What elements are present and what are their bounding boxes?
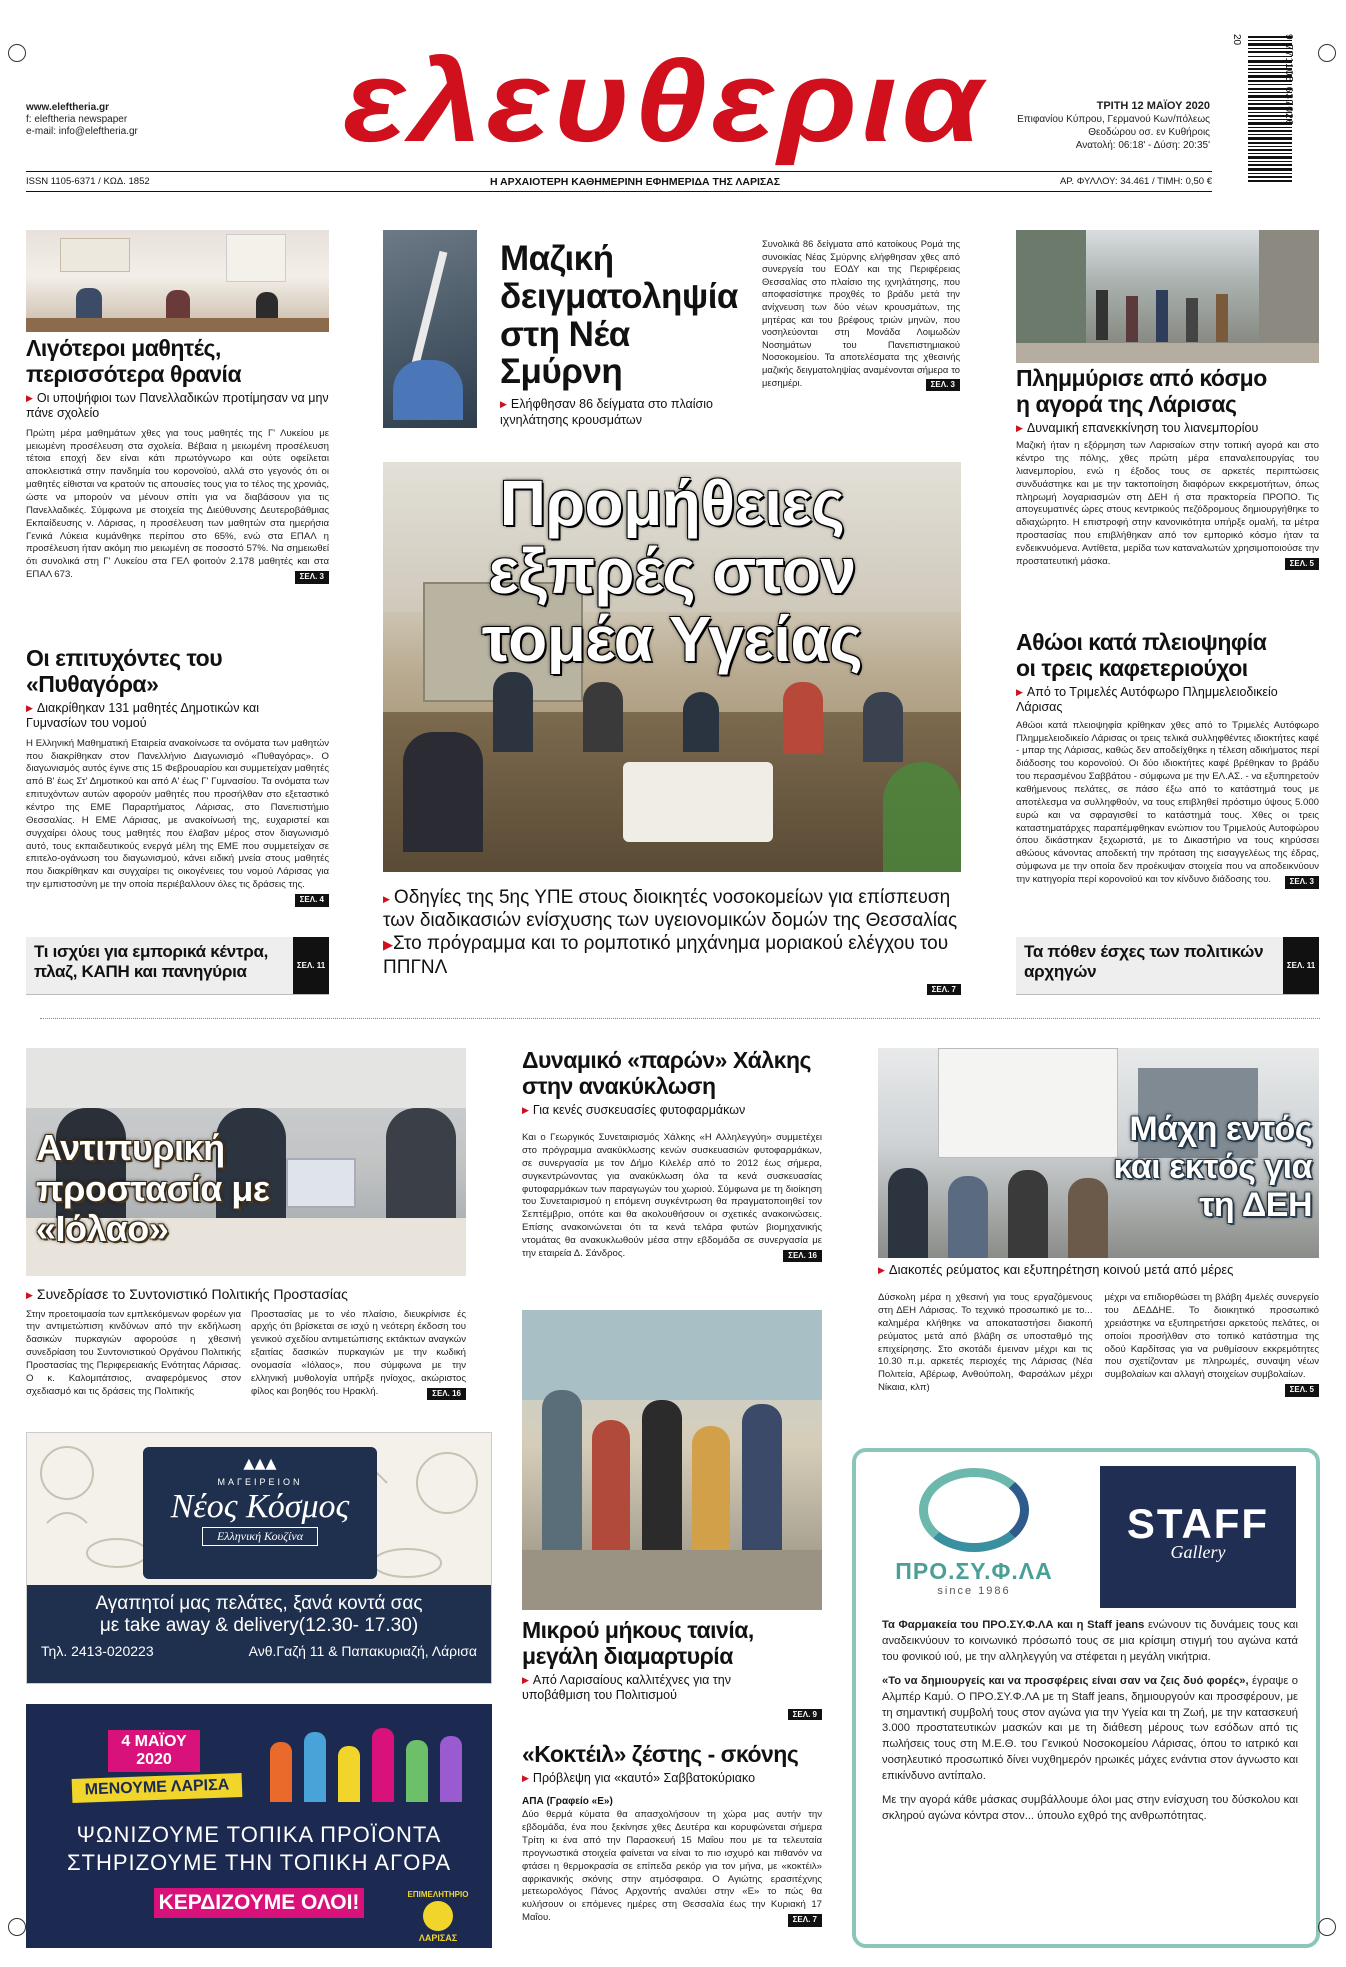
article-market-kicker: ▶ Δυναμική επανεκκίνηση του λιανεμπορίου (1016, 421, 1319, 437)
article-iolaos-col1: Στην προετοιμασία των εμπλεκόμενων φορέων για την αντιμετώπιση κινδύνων από την εκδήλωση δασικών πυρκαγιών αφορούσε η χθεσινή συνεδρίαση του Συντονιστικού Οργάνου Πολιτικής Προστασίας της Περιφερειακής Ενότητας Λάρισας. Ο κ. Καλομιτάτσιος, αναφερόμενος στον σχεδιασμό και τις δράσεις της Πολιτικής (26, 1308, 241, 1397)
registration-mark-icon (8, 44, 26, 62)
ad1-phone[interactable]: Τηλ. 2413-020223 (41, 1643, 154, 1659)
chamber-emblem-icon (423, 1901, 453, 1931)
article-pythagoras-kicker: ▶ Διακρίθηκαν 131 μαθητές Δημοτικών και Γυμνασίων του νομού (26, 701, 266, 732)
prosyfla-circle-icon (919, 1468, 1029, 1552)
deh-overlay[interactable]: Μάχη εντός και εκτός για τη ΔΕΗ (1113, 1110, 1312, 1225)
email-link[interactable]: e-mail: info@eleftheria.gr (26, 126, 138, 137)
article-recycling (522, 1048, 822, 1262)
article-heat-byline: ΑΠΑ (Γραφείο «Ε») (522, 1796, 613, 1808)
article-iolaos-col2 (251, 1309, 466, 1401)
saints-line-1: Επιφανίου Κύπρου, Γερμανού Κων/πόλεως (1017, 114, 1210, 125)
article-deh-col2-text: μέχρι να επιδιορθώσει τη βλάβη 4μελές συνεργείο του ΔΕΔΔΗΕ. Το διοικητικό προσωπικό χρειάστηκε να εξυπηρετήσει αρκετούς πελάτες, οι οποίοι προσήλθαν στο τοπικό κατάστημα της οδού Καρδίτσας για να ρυθμίσουν εκκρεμότητες που σχετίζονταν με πληρωμές, συναψη νέων συμβολαίων και αλλαγή στοιχείων συμβολαίων. (1104, 1292, 1319, 1381)
ad-neos-kosmos[interactable] (26, 1432, 492, 1684)
article-nea-smyrni-title[interactable]: Μαζική δειγματοληψία στη Νέα Σμύρνη (500, 239, 738, 392)
article-heat-text: Δύο θερμά κύματα θα απασχολήσουν τη χώρα μας αυτήν την εβδομάδα, ένα που ξεκίνησε χθες Δευτέρα και κορυφώνεται σήμερα Τρίτη κι ένα από την Παρασκευή 15 Μαΐου που με τα τελευταία προγνωστικά στοιχεία φαίνεται να είναι το πιο ισχυρό και πιθανόν να φτάσει η θερμοκρασία σε επίπεδα ρεκόρ για τον μήνα, με «κοκτέιλ» αφρικανικής σκόνης στην ατμόσφαιρα. Ο Αγιώτης ερασιτέχνης μετεωρολόγος Πάνος Αρχοντής αναλύει στην «Ε» το πώς θα κυλήσουν οι επόμενες ημέρες στη Θεσσαλία έως την Κυριακή 17 Μαΐου. (522, 1809, 822, 1924)
ad2-line2: ΣΤΗΡΙΖΟΥΜΕ ΤΗΝ ΤΟΠΙΚΗ ΑΓΟΡΑ (66, 1850, 452, 1875)
article-market (1016, 366, 1319, 570)
newspaper-logo[interactable]: ελευθερια (343, 36, 987, 166)
barcode-top-number: 20 (1231, 34, 1242, 46)
civil-protection-overlay[interactable]: Αντιπυρική προστασία με «Ιόλαο» (36, 1127, 270, 1250)
article-deh-kicker[interactable]: ▶ Διακοπές ρεύματος και εξυπηρέτηση κοινού μετά από μέρες (878, 1262, 1319, 1278)
article-nea-smyrni-text: Συνολικά 86 δείγματα από κατοίκους Ρομά της συνοικίας Νέας Σμύρνης ελήφθησαν χθες από συνεργεία του ΕΟΔΥ και της Περιφέρειας Θεσσαλίας στο πλαίσιο της ιχνηλάτησης, που αποφασίστηκε προχθές το βράδυ μετά την ανίχνευση των δύο νέων κρουσμάτων, της μητέρας και του βρέφους τριών μηνών, που νοσηλεύονται στη Μονάδα Λοιμωδών Νοσημάτων του Πανεπιστημιακού Νοσοκομείου. Τα αποτελέσματα της χθεσινής μαζικής δειγματοληψίας αναμένονται σήμερα το μεσημέρι. (762, 238, 960, 388)
article-cafes-title[interactable]: Αθώοι κατά πλειοψηφία οι τρεις καφετεριούχοι (1016, 629, 1267, 681)
ad-menoume-larisa[interactable] (26, 1704, 492, 1948)
article-cafes-kicker: ▶ Από το Τριμελές Αυτόφωρο Πλημμελειοδικείο Λάρισας (1016, 685, 1319, 716)
lead-kickers (383, 886, 961, 997)
prosyfla-name: ΠΡΟ.ΣΥ.Φ.ΛΑ (895, 1558, 1053, 1584)
left-teaser-text: Τι ισχύει για εμπορικά κέντρα, πλαζ, ΚΑΠΗ και πανηγύρια (34, 942, 269, 981)
article-recycling-text: Και ο Γεωργικός Συνεταιρισμός Χάλκης «Η Αλληλεγγύη» συμμετέχει στο πρόγραμμα ανακύκλωσης κενών συσκευασιών φυτοφαρμάκων, σε συνεργασία με τον Δήμο Κιλελέρ από το 2012 έως σήμερα, συγκεντρώνοντας για ανακύκλωση όλα τα κενά συσκευασίας φυτοφαρμάκων των παραγωγών του χωριού. Σύμφωνα με τη διοίκηση του Συνεταιρισμού η επόμενη συγκέντρωση θα πραγματοποιηθεί τον Σεπτέμβριο, οπότε και θα ακολουθήσουν οι σχετικές ανακοινώσεις. Επίσης ανακοινώνεται ότι τα κενά τελάρα φυτών βιομηχανικής ντομάτας θα ανακυκλωθούν μέσα στην εβδομάδα σε συνεργασία με την εταιρεία Δ. Σάνδρος. (522, 1132, 822, 1259)
left-teaser-bar[interactable] (26, 937, 329, 995)
staff-p3: Με την αγορά κάθε μάσκας συμβάλλουμε όλοι μας στην ενίσχυση του δύσκολου και σκληρού αγώνα κόντρα στον... ύπουλο εχθρό της ανθρωπότητας. (882, 1794, 1298, 1822)
article-students-title[interactable]: Λιγότεροι μαθητές, περισσότερα θρανία (26, 335, 242, 387)
article-nea-smyrni-body (762, 238, 960, 391)
ad1-brand: Νέος Κόσμος (170, 1488, 350, 1525)
masthead-rule-bottom (26, 191, 1212, 192)
article-film-title[interactable]: Μικρού μήκους ταινία, μεγάλη διαμαρτυρία (522, 1617, 754, 1669)
page-ref[interactable]: ΣΕΛ. 11 (293, 937, 329, 994)
page-ref[interactable]: ΣΕΛ. 16 (427, 1388, 466, 1401)
article-iolaos-kicker[interactable]: ▶ Συνεδρίασε το Συντονιστικό Πολιτικής Προστασίας (26, 1286, 466, 1304)
saints-line-2: Θεοδώρου οσ. εν Κυθήροις (1088, 127, 1210, 138)
article-recycling-kicker: ▶ Για κενές συσκευασίες φυτοφαρμάκων (522, 1103, 822, 1119)
chamber-logo (398, 1890, 478, 1943)
lead-kicker-2: Στο πρόγραμμα και το ρομποτικό μηχάνημα μοριακού ελέγχου του ΠΠΓΝΛ (383, 933, 949, 978)
article-students (26, 336, 329, 584)
article-students-text: Πρώτη μέρα μαθημάτων χθες για τους μαθητές της Γ' Λυκείου με μειωμένη προσέλευση στα σχολεία. Βέβαια η μειωμένη προσέλευση τέτοια εποχή δεν είναι κάτι πρωτόγνωρο και ούτε οφείλεται αποκλειστικά στην πανδημία του κορονοϊού, αλλά στο γεγονός ότι οι μαθητές είθισται να κρατούν τις απουσίες τους για το τέλος της χρονιάς, ώστε να μπορούν να μένουν σπίτι για να διαβάσουν για τις Πανελλαδικές. Σύμφωνα με στοιχεία της Διεύθυνσης Δευτεροβάθμιας Εκπαίδευσης ν. Λάρισας, η προσέλευση των μαθητών στα ημερήσια Γενικά Λύκεια κυμάνθηκε περίπου στο 65%, ενώ στα ΕΠΑΛ η προσέλευση ήταν ακόμη πιο μειωμένη σε ποσοστό 57%. Να σημειωθεί ότι συνολικά στη Γ' Λυκείου στα ΓΕΛ φοιτούν 2.178 μαθητές και στα ΕΠΑΛ 673. (26, 427, 329, 581)
lead-kicker-1: Οδηγίες της 5ης ΥΠΕ στους διοικητές νοσοκομείων για επίσπευση των διαδικασιών ενίσχυσης των υγειονομικών δομών της Θεσσαλίας (383, 887, 958, 932)
page-ref[interactable]: ΣΕΛ. 16 (783, 1250, 822, 1263)
article-iolaos (26, 1286, 466, 1400)
registration-mark-icon (1318, 44, 1336, 62)
sunrise-sunset: Ανατολή: 06:18' - Δύση: 20:35' (1075, 140, 1210, 151)
article-film-kicker: ▶ Από Λαρισαίους καλλιτέχνες για την υποβάθμιση του Πολιτισμού (522, 1673, 752, 1704)
page-ref[interactable]: ΣΕΛ. 5 (1285, 558, 1319, 571)
article-pythagoras (26, 646, 329, 907)
article-pythagoras-title[interactable]: Οι επιτυχόντες του «Πυθαγόρα» (26, 645, 223, 697)
article-market-title[interactable]: Πλημμύρισε από κόσμο η αγορά της Λάρισας (1016, 365, 1267, 417)
page-ref[interactable]: ΣΕΛ. 9 (788, 1709, 822, 1720)
article-recycling-body (522, 1132, 822, 1260)
registration-mark-icon (1318, 1918, 1336, 1936)
registration-mark-icon (8, 1918, 26, 1936)
masthead-rule (26, 171, 1212, 172)
page-ref[interactable]: ΣΕΛ. 3 (926, 379, 960, 392)
article-cafes (1016, 630, 1319, 889)
section-divider (40, 1018, 1320, 1019)
ad1-line1: Αγαπητοί μας πελάτες, ξανά κοντά σας (95, 1593, 423, 1614)
article-heat (522, 1742, 822, 1927)
right-teaser-text: Τα πόθεν έσχες των πολιτικών αρχηγών (1024, 942, 1264, 981)
article-market-body (1016, 440, 1319, 568)
prosyfla-staff-box (852, 1448, 1320, 1948)
article-cafes-body (1016, 720, 1319, 887)
swab-test-photo (383, 230, 477, 428)
page-ref[interactable]: ΣΕΛ. 5 (1285, 1384, 1319, 1397)
prosyfla-since: since 1986 (937, 1585, 1011, 1597)
barcode-number: 9 771105 637026 (1283, 34, 1294, 127)
tagline: Η ΑΡΧΑΙΟΤΕΡΗ ΚΑΘΗΜΕΡΙΝΗ ΕΦΗΜΕΡΙΔΑ ΤΗΣ ΛΑΡΙΣΑΣ (489, 176, 781, 188)
page-ref[interactable]: ΣΕΛ. 4 (295, 894, 329, 907)
neos-kosmos-logo (143, 1447, 377, 1579)
staff-gallery: Gallery (1170, 1542, 1226, 1562)
market-street-photo (1016, 230, 1319, 363)
ad2-date1: 4 ΜΑΪΟΥ (121, 1733, 187, 1750)
ad1-small: ΜΑΓΕΙΡΕΙΟΝ (217, 1477, 303, 1487)
ad1-address: Ανθ.Γαζή 11 & Παπακυριαζή, Λάρισα (248, 1643, 477, 1659)
issn: ISSN 1105-6371 / ΚΩΔ. 1852 (26, 176, 150, 187)
article-heat-kicker: ▶ Πρόβλεψη για «καυτό» Σαββατοκύριακο (522, 1771, 822, 1787)
lead-headline[interactable]: Προμήθειες εξπρές στον τομέα Υγείας (481, 467, 863, 675)
article-market-text: Μαζική ήταν η εξόρμηση των Λαρισαίων στην τοπική αγορά και στο κέντρο της πόλης, χθες πρώτη μέρα επαναλειτουργίας του λιανεμπορίου, ενώ η έξοδος τους σε αρκετές περιπτώσεις συνδυάστηκε και με την τακτοποίηση διαφόρων εκκρεμοτήτων, όπως πληρωμή λογαριασμών στη ΔΕΗ ή στα πρακτορεία ΠΡΟΠΟ. Τις απογευματινές ώρες στους κεντρικούς πεζόδρομους δημιουργήθηκε το αδιαχώρητο. Η επιστροφή στην κανονικότητα υπήρξε ομαλή, τα μέτρα προστασίας που επιβλήθηκαν από τον εμπορικό κόσμο ήταν τα ενδεικνυόμενα. Αντίθετα, μερίδα των καταναλωτών χρησιμοποιούσε την προστατευτική μάσκα. (1016, 440, 1319, 567)
tavern-icon: ▴▴▴ (243, 1450, 277, 1475)
article-deh-col1: Δύσκολη μέρα η χθεσινή για τους εργαζόμενους στη ΔΕΗ Λάρισας. Το τεχνικό προσωπικό με το... καλημέρα κλήθηκε να αποκαταστήσει διακοπή ρεύματος μετά από βλάβη σε υποσταθμό της επιχείρησης. Στο σκοτάδι έμειναν μέχρι και τις 10.30 π.μ. αρκετές περιοχές της Λάρισας (Νέα Πολιτεία, Αβέρωφ, Ανθούπολη, Φαρσάλων μέχρι Νίκαια, κλπ) (878, 1292, 1093, 1394)
ad2-chamber2: ΛΑΡΙΣΑΣ (418, 1933, 458, 1943)
article-nea-smyrni (500, 240, 755, 428)
article-students-kicker: ▶ Οι υποψήφιοι των Πανελλαδικών προτίμησαν να μην πάνε σχολείο (26, 391, 329, 422)
website-link[interactable]: www.eleftheria.gr (26, 102, 109, 113)
article-recycling-title[interactable]: Δυναμικό «παρών» Χάλκης στην ανακύκλωση (522, 1047, 811, 1099)
lead-kicker-block: ▶ Οδηγίες της 5ης ΥΠΕ στους διοικητές νοσοκομείων για επίσπευση των διαδικασιών ενίσχυσης των υγειονομικών δομών της Θεσσαλίας ▶Στο πρόγραμμα και το ρομποτικό μηχάνημα μοριακού ελέγχου του ΠΠΓΝΛ (383, 886, 961, 979)
staff-p2-bold: «Το να δημιουργείς και να προσφέρεις είναι σαν να ζεις δυό φορές», (882, 1674, 1249, 1687)
article-deh (878, 1262, 1319, 1397)
article-heat-title[interactable]: «Κοκτέιλ» ζέστης - σκόνης (522, 1741, 799, 1767)
film-group-photo (522, 1310, 822, 1610)
right-teaser-bar[interactable] (1016, 937, 1319, 995)
ad2-date2: 2020 (136, 1751, 172, 1768)
ad2-chamber1: ΕΠΙΜΕΛΗΤΗΡΙΟ (407, 1890, 469, 1899)
facebook-link[interactable]: f: eleftheria newspaper (26, 114, 128, 125)
staff-p2: έγραψε ο Αλμπέρ Καμύ. Ο ΠΡΟ.ΣΥ.Φ.ΛΑ με τη Staff jeans, δημιουργούν και προσφέρουν, με τη σημαντική συμβολή τους στον αγώνα για την Υγεία και τη Ζωή, με την κατασκευή 3.000 προστατευτικών μασκών και με τη διάθεση μέρους των εσόδων από τις πωλήσεις τους στη Μ.Ε.Θ. του Γενικού Νοσοκομείου Λάρισας, όπου το ιατρικό και νοσηλευτικό προσωπικό δίνει νυχθημερόν ηρωικές μάχες ενάντια στον άγνωστο και επικίνδυνο αντίπαλο. (882, 1674, 1298, 1783)
page-ref[interactable]: ΣΕΛ. 7 (788, 1914, 822, 1927)
prosyfla-logo[interactable] (876, 1468, 1072, 1606)
article-nea-smyrni-kicker: ▶ Ελήφθησαν 86 δείγματα στο πλαίσιο ιχνηλάτησης κρουσμάτων (500, 397, 740, 428)
staff-text (882, 1618, 1298, 1825)
article-pythagoras-text: Η Ελληνική Μαθηματική Εταιρεία ανακοίνωσε τα ονόματα των μαθητών που διακρίθηκαν στον Πανελλήνιο Διαγωνισμό «Πυθαγόρας». Ο διαγωνισμός αυτός έγινε στις 15 Φεβρουαρίου και συμμετείχαν μαθητές από Β' έως Στ' Δημοτικού και από Α' έως Γ' Γυμνασίου. Τα ονόματα των επιτυχόντων αυτών αφορούν μαθητές που προσήλθαν στο εξεταστικό κέντρο της ΕΜΕ Παραρτήματος Λάρισας, στο Πανεπιστήμιο Θεσσαλίας. Η ΕΜΕ Λάρισας, με ανακοίνωσή της, ευχαριστεί και συγχαίρει όλους τους μαθητές που έλαβαν μέρος στον διαγωνισμό αυτό, τους εκπαιδευτικούς ενεργά μέλη της ΕΜΕ που συμμετείχαν σε επιτελο-ογάνωση του διαγωνισμού, κάνει ειδική μνεία στους μαθητές που διακρίθηκαν και συγχαίρει τις οικογένειες του νομού Λάρισας για την εμπιστοσύνη με την οποία περιέβαλλουν όλες τις δράσεις της. (26, 737, 329, 891)
article-heat-body (522, 1809, 822, 1925)
staff-p1: ενώνουν τις δυνάμεις τους και αναδεικνύουν το κοινωνικό πρόσωπό τους σε μια κρίσιμη στιγμή του αγώνα κατά του φονικού ιού, με την αλληλεγγύη να στέφεται η μεγάλη νικήτρια. (882, 1619, 1298, 1663)
staff-name: STAFF (1126, 1500, 1270, 1547)
ad2-line3: ΚΕΡΔΙΖΟΥΜΕ ΟΛΟΙ! (154, 1888, 364, 1918)
date-badge (108, 1730, 200, 1772)
issue-date: ΤΡΙΤΗ 12 ΜΑΪΟΥ 2020 (1096, 100, 1210, 112)
staff-gallery-logo[interactable] (1100, 1466, 1296, 1608)
ad2-stay: ΜΕΝΟΥΜΕ ΛΑΡΙΣΑ (72, 1773, 243, 1803)
article-film (522, 1618, 822, 1722)
ad2-line1: ΨΩΝΙΖΟΥΜΕ ΤΟΠΙΚΑ ΠΡΟΪΟΝΤΑ (76, 1822, 442, 1847)
page-ref[interactable]: ΣΕΛ. 3 (295, 571, 329, 584)
ad1-line2: με take away & delivery(12.30- 17.30) (99, 1615, 419, 1636)
article-students-body (26, 428, 329, 582)
staff-p1-bold: Τα Φαρμακεία του ΠΡΟ.ΣΥ.Φ.ΛΑ και η Staff jeans (882, 1619, 1145, 1631)
classroom-photo (26, 230, 329, 332)
barcode (1228, 34, 1300, 184)
page-ref[interactable]: ΣΕΛ. 11 (1283, 937, 1319, 994)
article-deh-col2 (1105, 1292, 1320, 1397)
article-iolaos-col2-text: Προστασίας με το νέο πλαίσιο, διευκρίνισε ές αρχής ότι βρίσκεται σε ισχύ η νεότερη έκδοση του γενικού σχεδίου αντιμετώπισης εκτάκτων αναγκών εξαιτίας δασικών πυρκαγιών με την κωδική ονομασία «Ιόλαος», που σύμφωνα με την ελληνική μυθολογία υπήρξε ηνίοχος, ακώριστος φίλος και βοηθός του Ηρακλή. (251, 1308, 466, 1397)
issue-number-price: ΑΡ. ΦΥΛΛΟΥ: 34.461 / ΤΙΜΗ: 0,50 € (1059, 176, 1212, 187)
page-ref[interactable]: ΣΕΛ. 7 (927, 984, 961, 995)
ad1-sub: Ελληνική Κουζίνα (202, 1527, 318, 1546)
article-cafes-text: Αθώοι κατά πλειοψηφία κρίθηκαν χθες από το Τριμελές Αυτόφωρο Πλημμελειοδικείο Λάρισας οι τρεις τελικά συλληφθέντες ιδιοκτήτες καφέ - μπαρ της Λάρισας, καθώς δεν αποδείχθηκε η τέλεση αδικήματος περί διάδοσης του κορονοϊού. Οι δύο ιδιοκτήτες καφέ βρέθηκαν το βράδυ του περασμένου Σαββάτου - σύμφωνα με την ΕΛ.ΑΣ. - να εξυπηρετούν καθήμενους πελάτες, σε πάσο έξω από το κατάστημά τους με αποτέλεσμα να συλληφθούν, να τους επιβληθεί πρόστιμο ύψους 5.000 ευρώ και να σφραγισθεί το κατάστημά τους. Χθες οι τρεις καταστηματάρχες παραπέμφθηκαν ενώπιον του Τριμελούς Αυτοφώρου όπου δικάστηκαν ξεχωριστά, με το Δικαστήριο να τους κηρύσσει αθώους κάνοντας αποδεκτή την πρόταση της εισαγγελέως της έδρας, σύμφωνα με την οποία δεν προέκυψαν στοιχεία που να αποδεικνύουν την κατηγορία περί κορονοϊού και τον κίνδυνο διάδοσης του. (1016, 719, 1319, 885)
shoppers-illustration (260, 1712, 480, 1808)
article-pythagoras-body (26, 737, 329, 904)
page-ref[interactable]: ΣΕΛ. 3 (1285, 876, 1319, 889)
